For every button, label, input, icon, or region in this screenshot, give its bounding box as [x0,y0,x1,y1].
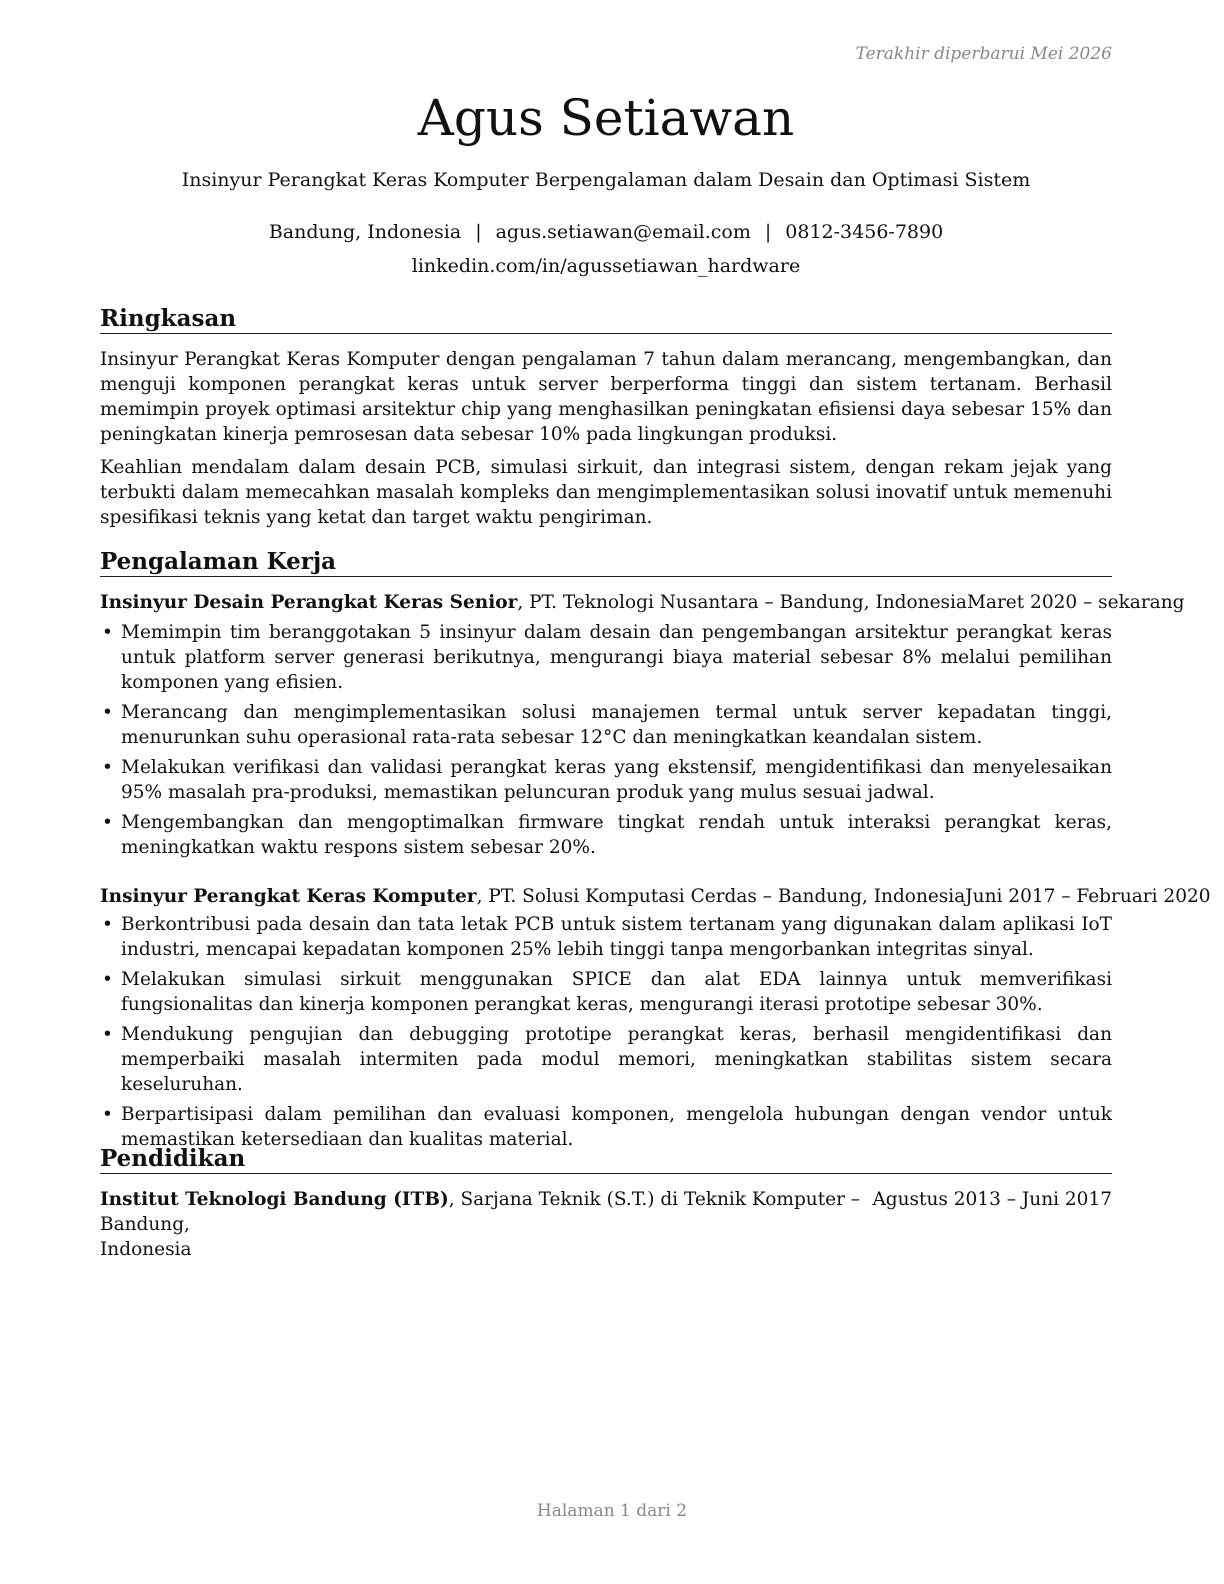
list-item: • Melakukan verifikasi dan validasi perangkat keras yang ekstensif, mengidentifikasi dan menyelesaikan 95% masalah pra-produksi, memastikan peluncuran produk yang mulus sesuai jadwal. [100,755,1112,805]
linkedin-link[interactable]: linkedin.com/in/agussetiawan_hardware [411,255,801,277]
job-header [100,884,1211,909]
job-company: , PT. Solusi Komputasi Cerdas – Bandung, Indonesia [476,886,966,907]
list-item: • Memimpin tim beranggotakan 5 insinyur dalam desain dan pengembangan arsitektur perangkat keras untuk platform server generasi berikutnya, mengurangi biaya material sebesar 8% melalui pemilihan komponen yang efisien. [100,620,1112,695]
job-bullets [100,912,1112,1152]
job-entry [100,884,1211,1152]
location: Bandung, Indonesia [268,221,462,243]
candidate-name: Agus Setiawan [417,89,795,147]
education-section [100,1145,1112,1262]
separator: | [475,221,482,243]
job-header [100,590,1185,615]
summary-section [100,305,1112,530]
phone: 0812-3456-7890 [785,221,944,243]
job-title-line [100,590,967,615]
job-role: Insinyur Desain Perangkat Keras Senior [100,592,518,613]
experience-section [100,548,1211,1152]
list-item: • Berpartisipasi dalam pemilihan dan evaluasi komponen, mengelola hubungan dengan vendor untuk memastikan ketersediaan dan kualitas material. [100,1102,1112,1152]
job-bullets [100,620,1112,860]
job-dates: Maret 2020 – sekarang [966,592,1185,613]
summary-paragraph: Insinyur Perangkat Keras Komputer dengan pengalaman 7 tahun dalam merancang, mengembangkan, dan menguji komponen perangkat keras untuk server berperforma tinggi dan sistem tertanam. Berhasil memimpin proyek optimasi arsitektur chip yang menghasilkan peningkatan efisiensi daya sebesar 15% dan peningkatan kinerja pemrosesan data sebesar 10% pada lingkungan produksi. [100,349,1112,445]
list-item: • Berkontribusi pada desain dan tata letak PCB untuk sistem tertanam yang digunakan dalam aplikasi IoT industri, mencapai kepadatan komponen 25% lebih tinggi tanpa mengorbankan integritas sinyal. [100,912,1112,962]
education-dates: Agustus 2013 – Juni 2017 [872,1189,1112,1210]
school-name: Institut Teknologi Bandung (ITB) [100,1189,449,1210]
summary-paragraph: Keahlian mendalam dalam desain PCB, simulasi sirkuit, dan integrasi sistem, dengan rekam jejak yang terbukti dalam memecahkan masalah kompleks dan mengimplementasikan solusi inovatif untuk memenuhi spesifikasi teknis yang ketat dan target waktu pengiriman. [100,457,1112,528]
list-item: • Mendukung pengujian dan debugging prototipe perangkat keras, berhasil mengidentifikasi dan memperbaiki masalah intermiten pada modul memori, meningkatkan stabilitas sistem secara keseluruhan. [100,1022,1112,1097]
list-item: • Merancang dan mengimplementasikan solusi manajemen termal untuk server kepadatan tinggi, menurunkan suhu operasional rata-rata sebesar 12°C dan meningkatkan keandalan sistem. [100,700,1112,750]
list-item: • Melakukan simulasi sirkuit menggunakan SPICE dan alat EDA lainnya untuk memverifikasi fungsionalitas dan kinerja komponen perangkat keras, mengurangi iterasi prototipe sebesar 30%. [100,967,1112,1017]
job-entry [100,590,1185,860]
resume-page [100,0,1211,1584]
job-dates: Juni 2017 – Februari 2020 [965,886,1211,907]
job-title-line [100,884,965,909]
education-text [100,1187,872,1262]
email-link[interactable]: agus.setiawan@email.com [495,221,751,243]
education-location: Indonesia [100,1239,192,1260]
page-number: Halaman 1 dari 2 [536,1501,688,1521]
section-title-education: Pendidikan [100,1145,1112,1174]
last-updated: Terakhir diperbarui Mei 2026 [855,44,1112,64]
job-role: Insinyur Perangkat Keras Komputer [100,886,477,907]
contact-line [100,220,1112,244]
job-company: , PT. Teknologi Nusantara – Bandung, Indonesia [517,592,967,613]
section-title-experience: Pengalaman Kerja [100,548,1112,577]
separator: | [764,221,772,243]
degree: , Sarjana Teknik (S.T.) di Teknik Komputer – Bandung, [100,1189,861,1235]
tagline: Insinyur Perangkat Keras Komputer Berpengalaman dalam Desain dan Optimasi Sistem [181,169,1031,191]
education-entry [100,1187,1112,1262]
list-item: • Mengembangkan dan mengoptimalkan firmware tingkat rendah untuk interaksi perangkat keras, meningkatkan waktu respons sistem sebesar 20%. [100,810,1112,860]
section-title-summary: Ringkasan [100,305,1112,334]
